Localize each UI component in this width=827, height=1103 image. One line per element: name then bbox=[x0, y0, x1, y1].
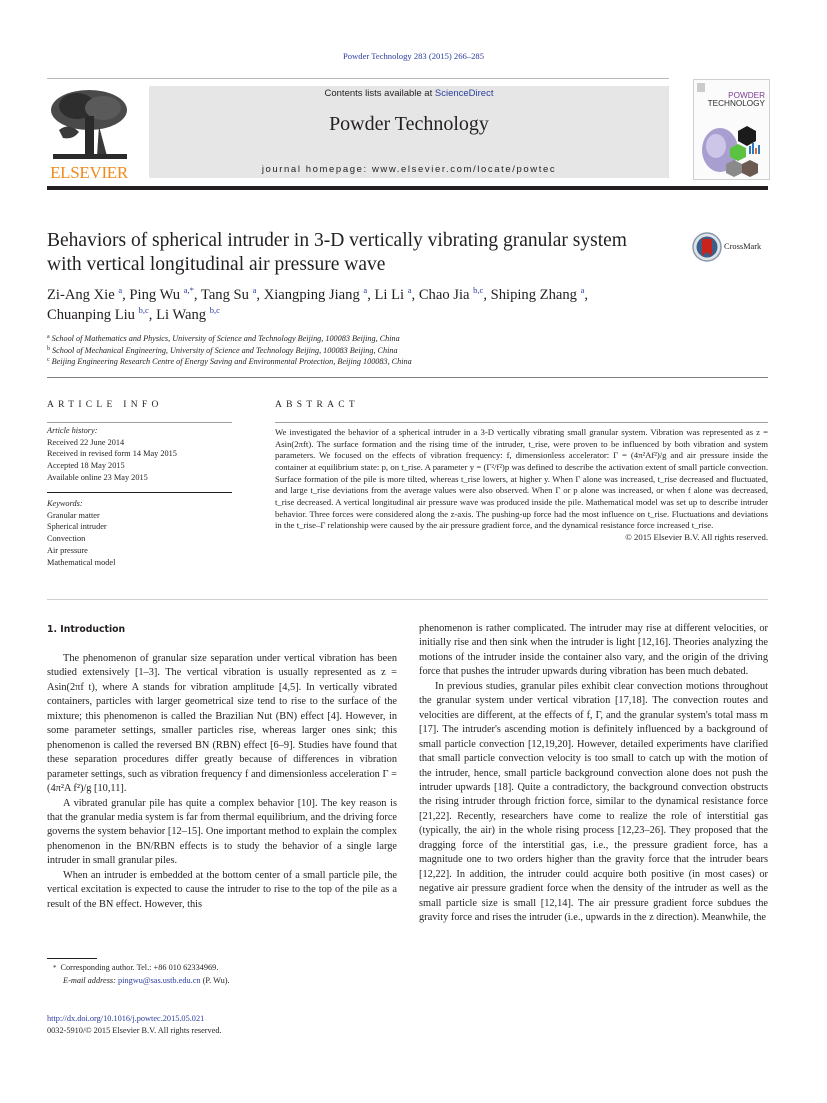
corresponding-author-footnote bbox=[47, 962, 397, 986]
author-name: Xiangping Jiang bbox=[263, 287, 360, 303]
author-name: Chuanping Liu bbox=[47, 306, 135, 323]
footnote-text: Corresponding author. Tel.: +86 010 62334969. bbox=[60, 963, 219, 972]
section-title: 1. Introduction bbox=[47, 624, 126, 635]
affiliation-link[interactable]: a bbox=[407, 285, 412, 295]
body-divider bbox=[47, 599, 768, 600]
affiliation-link[interactable]: a bbox=[363, 285, 368, 295]
footnote-line bbox=[53, 962, 397, 975]
elsevier-wordmark: ELSEVIER bbox=[50, 163, 128, 182]
crossmark-label: CrossMark bbox=[724, 242, 762, 251]
header-divider bbox=[47, 78, 669, 79]
author-separator: , bbox=[193, 287, 201, 303]
author bbox=[47, 304, 157, 323]
article-info-divider bbox=[47, 422, 232, 423]
affiliation-link[interactable]: a bbox=[252, 285, 257, 295]
crossmark-icon bbox=[692, 232, 722, 262]
affiliation-item bbox=[47, 333, 767, 345]
homepage-url-link[interactable]: www.elsevier.com/locate/powtec bbox=[371, 164, 557, 175]
affiliation-item bbox=[47, 356, 767, 368]
author-name: Zi-Ang Xie bbox=[47, 287, 115, 303]
body-paragraph: In previous studies, granular piles exhibit clear convection motions throughout the granular system under vertical vibration [17,18]. The convection routes and velocities are different, at the effects of f, Γ, and the granular system's total mass m [17]. The intruder's ascending motion is definitely influenced by a background of small particle convection [12,19,20]. However, detailed experiments have clarified that small particle convection velocity is too small to catch up with the motion of the intruder, hence, small particle background convection alone does not push the intruder upwards [18]. Quite a contradictory, the background convection obstructs the rising intruder through friction force, similar to the dynamical resistance force [21,22]. Recently, researchers have come to realize the role of interstitial gas (typically, the air) in the whole rising process [12,23–26]. They proposed that the dragging force of the interstitial gas, i.e., the pressure gradient force, has a magnitude one to two orders higher than the gravity force that the intruder bears [12,22]. In addition, the intruder could acquire both positive (in most cases) or negative air pressure gradient force when the density of the intruder as well as the small particle size is small [12,14]. The air pressure gradient force subdues the gravity force and rises the intruder (i.e., upwards in the z direction). Meanwhile, the bbox=[419, 680, 768, 924]
keywords-list bbox=[47, 498, 232, 568]
author bbox=[129, 287, 201, 303]
author-separator: , bbox=[122, 287, 130, 303]
affiliation-item bbox=[47, 345, 767, 357]
history-item: Received 22 June 2014 bbox=[47, 437, 125, 447]
affiliation-link[interactable]: b,c bbox=[473, 285, 484, 295]
abstract-heading: ABSTRACT bbox=[275, 400, 360, 410]
keyword: Mathematical model bbox=[47, 557, 116, 567]
affiliation-list bbox=[47, 333, 767, 368]
author bbox=[491, 287, 588, 303]
abstract-body bbox=[275, 427, 768, 544]
author-separator: , bbox=[367, 287, 375, 303]
affiliation-link[interactable]: b,c bbox=[209, 304, 220, 315]
author bbox=[201, 287, 264, 303]
affiliation-text: Beijing Engineering Research Centre of Energy Saving and Environmental Protection, Beijing 100083, China bbox=[51, 357, 412, 367]
author-name: Chao Jia bbox=[418, 287, 470, 303]
history-item: Available online 23 May 2015 bbox=[47, 472, 148, 482]
affiliation-link[interactable]: a bbox=[118, 285, 123, 295]
contents-prefix: Contents lists available at bbox=[324, 88, 435, 99]
elsevier-logo[interactable] bbox=[47, 86, 131, 181]
footnote-divider bbox=[47, 958, 97, 959]
crossmark-button[interactable] bbox=[692, 232, 772, 262]
author-list bbox=[47, 286, 767, 325]
body-paragraph: A vibrated granular pile has quite a complex behavior [10]. The key reason is that the granular media system is far from thermal equilibrium, and the driving force governs the system behavior [12–15]. One important method to explain the complex phenomenon in the BN/RBN effects is to study the behavior of a single large intruder in small granular piles. bbox=[47, 797, 397, 867]
homepage-label: journal homepage: bbox=[261, 164, 372, 175]
section-divider bbox=[47, 377, 768, 378]
keywords-divider bbox=[47, 492, 232, 493]
paper-title: Behaviors of spherical intruder in 3-D vertically vibrating granular system with vertical longitudinal air pressure wave bbox=[47, 230, 627, 275]
author-separator: , bbox=[584, 287, 589, 303]
author bbox=[375, 287, 419, 303]
author-separator: , bbox=[483, 287, 491, 303]
body-paragraph: When an intruder is embedded at the bottom center of a small particle pile, the vertical excitation is expected to cause the intruder to rise to the top of the pile as a result of the BN effect. However, this bbox=[47, 869, 397, 910]
keywords-label: Keywords: bbox=[47, 499, 83, 508]
author-name: Shiping Zhang bbox=[490, 287, 577, 303]
keyword: Convection bbox=[47, 534, 86, 544]
keyword: Granular matter bbox=[47, 510, 100, 520]
cover-title-line1: POWDER bbox=[728, 91, 765, 100]
issn-copyright: 0032-5910/© 2015 Elsevier B.V. All rights reserved. bbox=[47, 1025, 222, 1035]
email-link[interactable]: pingwu@sas.ustb.edu.cn bbox=[118, 975, 201, 985]
abstract-divider bbox=[275, 422, 768, 423]
elsevier-tree-icon bbox=[49, 86, 129, 162]
affiliation-key: c bbox=[47, 357, 50, 364]
footnote-marker: * bbox=[53, 964, 57, 972]
affiliation-key: b bbox=[47, 345, 50, 352]
article-info-heading: ARTICLE INFO bbox=[47, 400, 163, 410]
keyword: Air pressure bbox=[47, 545, 88, 555]
affiliation-text: School of Mechanical Engineering, University of Science and Technology Beijing, 100083 Beijing, China bbox=[52, 345, 398, 355]
journal-reference-link[interactable]: Powder Technology 283 (2015) 266–285 bbox=[342, 51, 485, 61]
email-suffix: (P. Wu). bbox=[200, 975, 230, 985]
abstract-copyright: © 2015 Elsevier B.V. All rights reserved. bbox=[625, 531, 768, 542]
author bbox=[47, 287, 129, 303]
affiliation-link[interactable]: a,* bbox=[183, 285, 194, 295]
author-name: Ping Wu bbox=[129, 287, 181, 303]
cover-title bbox=[708, 92, 765, 108]
author-separator: , bbox=[256, 287, 264, 303]
author bbox=[156, 304, 220, 323]
contents-line bbox=[149, 88, 669, 99]
email-label: E-mail address: bbox=[63, 975, 118, 985]
journal-title: Powder Technology bbox=[329, 113, 489, 135]
body-paragraph: phenomenon is rather complicated. The intruder may rise at different velocities, or initially rise and then sink when the intruder is light [12,16]. Theories analyzing the motions of the intruder inside the container also vary, and the origin of the driving force that pushes the intruder upwards during vibration has been much debated. bbox=[419, 623, 768, 678]
abstract-text: We investigated the behavior of a spherical intruder in a 3-D vertically vibrating small granular system. Vibration was represented as z = Asin(2πft). The surface formation and the rising time of the intruder, t_rise, were proven to be influenced by both vibration and system parameters. We focused on the effects of vibration frequency: f, dimensionless accelerator: Γ = (4π²Af²)/g and air pressure inside the container at equilibrium state: p, on t_rise. A parameter y = (Γ²/f²)p was defined to describe the activation extent of small particle convection. Surface formation of the pile is more tilted, whereas t_rise lowers, at higher y. When Γ alone was increased, t_rise decreased and fluctuated, and large t_rise deviations from the average values were also observed. When Γ or p alone was increased, or when f alone was decreased, t_rise decreased. A vertical longitudinal air pressure wave was produced inside the pile. Mathematical model was set up to describe intruder behavior. Three forces were considered along the z-axis. The pushing-up force had the most influence on t_rise. Fluctuations and deviations in the t_rise–Γ relationship were caused by the air pressure gradient force, and the dynamical resistance force increased t_rise. bbox=[275, 427, 768, 531]
footnote-email-line bbox=[63, 975, 397, 987]
author-name: Tang Su bbox=[200, 287, 249, 303]
author-separator: , bbox=[411, 287, 419, 303]
sciencedirect-link[interactable]: ScienceDirect bbox=[434, 88, 494, 99]
author-name: Li Wang bbox=[156, 306, 207, 323]
affiliation-text: School of Mathematics and Physics, University of Science and Technology Beijing, 100083 Beijing, China bbox=[51, 334, 400, 343]
journal-banner bbox=[149, 86, 669, 178]
history-item: Received in revised form 14 May 2015 bbox=[47, 449, 177, 459]
keyword: Spherical intruder bbox=[47, 522, 107, 532]
journal-homepage bbox=[149, 164, 669, 175]
author bbox=[419, 287, 491, 303]
author bbox=[264, 287, 375, 303]
cover-title-line2: TECHNOLOGY bbox=[707, 99, 765, 108]
body-column-left bbox=[47, 622, 397, 912]
affiliation-link[interactable]: a bbox=[580, 285, 585, 295]
body-paragraph: The phenomenon of granular size separation under vertical vibration has been studied extensively [1–3]. The vertical vibration is usually represented as z = Asin(2πf t), where A stands for vibration amplitude [4,5]. In vertically vibrated containers, particles with larger geometrical size tend to rise to the surface of the mixture; this phenomenon is called the Brazilian Nut (BN) effect [4]. However, in some parameter settings, smaller particles rise, whereas larger ones sink; this phenomenon is called the reversed BN (RBN) effect [6–9]. Studies have found that these separation procedures differ greatly because of differences in vibration parameter settings, such as vibration frequency f and dimensionless acceleration Γ = (4π²A f²)/g [10,11]. bbox=[47, 653, 397, 795]
author-separator: , bbox=[148, 306, 157, 323]
body-column-right bbox=[419, 622, 768, 926]
affiliation-key: a bbox=[47, 334, 50, 340]
article-history bbox=[47, 425, 232, 484]
affiliation-link[interactable]: b,c bbox=[138, 304, 149, 315]
header-thick-divider bbox=[47, 186, 768, 190]
journal-cover-thumbnail[interactable] bbox=[693, 79, 770, 180]
history-item: Accepted 18 May 2015 bbox=[47, 461, 125, 471]
author-name: Li Li bbox=[374, 287, 405, 303]
doi-link[interactable]: http://dx.doi.org/10.1016/j.powtec.2015.05.021 bbox=[47, 1014, 205, 1023]
page-footer bbox=[47, 1013, 397, 1036]
history-label: Article history: bbox=[47, 426, 98, 435]
